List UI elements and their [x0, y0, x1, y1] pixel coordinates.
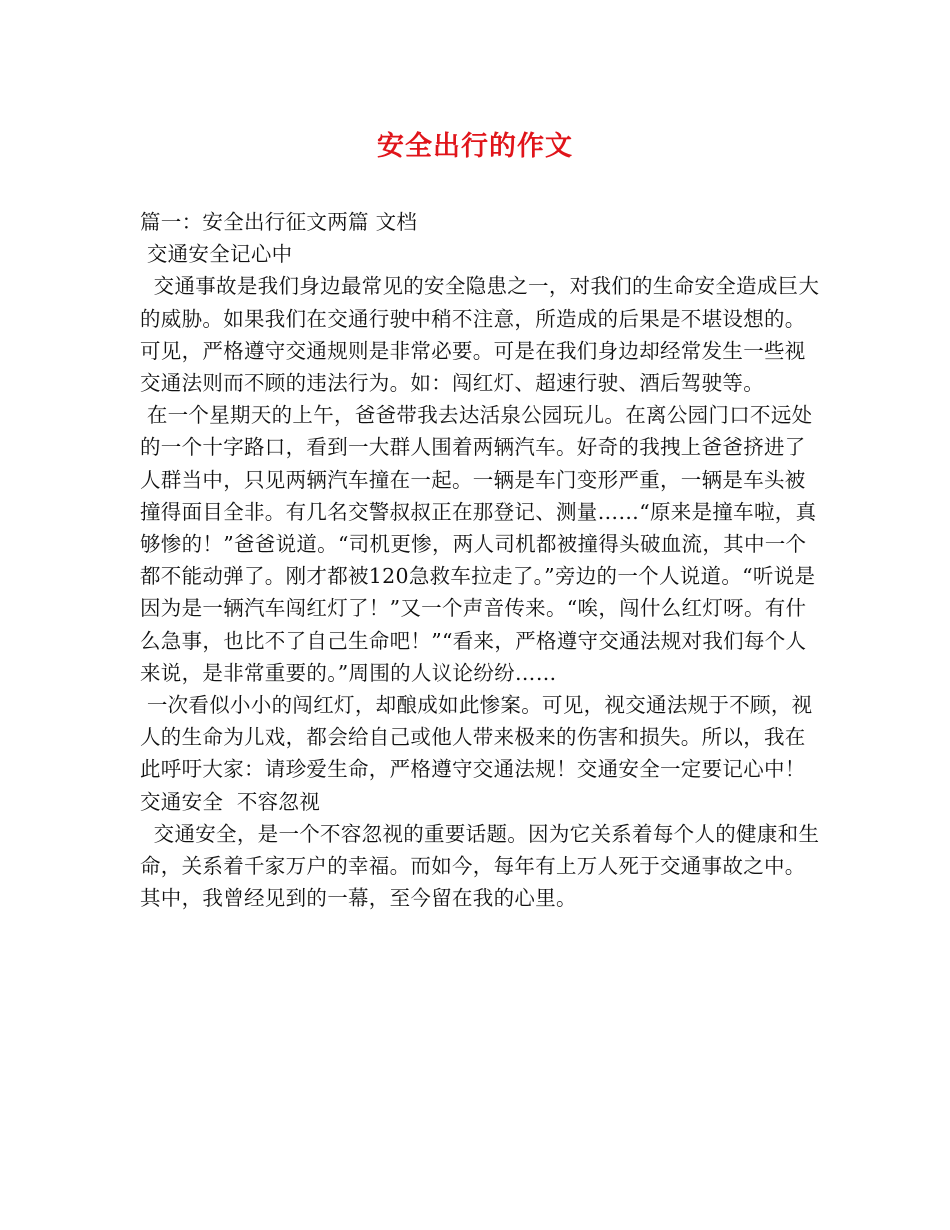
essay-title: 交通安全记心中	[140, 242, 293, 267]
document-title: 安全出行的作文	[377, 131, 573, 162]
section-heading: 篇一：安全出行征文两篇 文档	[140, 210, 418, 234]
paragraph: 交通事故是我们身边最常见的安全隐患之一，对我们的生命安全造成巨大的威胁。如果我们在交通行驶中稍不注意，所造成的后果是不堪设想的。可见，严格遵守交通规则是非常必要。可是在我们身边却经常发生一些视交通法则而不顾的违法行为。如：闯红灯、超速行驶、酒后驾驶等。	[140, 274, 820, 396]
document-body	[140, 206, 820, 914]
essay-title: 交通安全 不容忽视	[140, 789, 321, 814]
paragraph: 在一个星期天的上午，爸爸带我去达活泉公园玩儿。在离公园门口不远处的一个十字路口，看到一大群人围着两辆汽车。好奇的我拽上爸爸挤进了人群当中，只见两辆汽车撞在一起。一辆是车门变形严重，一辆是车头被撞得面目全非。有几名交警叔叔正在那登记、测量……“原来是撞车啦，真够惨的！”爸爸说道。“司机更惨，两人司机都被撞得头破血流，其中一个都不能动弹了。刚才都被120急救车拉走了。”旁边的一个人说道。“听说是因为是一辆汽车闯红灯了！”又一个声音传来。“唉，闯什么红灯呀。有什么急事，也比不了自己生命吧！”“看来，严格遵守交通法规对我们每个人来说，是非常重要的。”周围的人议论纷纷……	[140, 403, 817, 685]
paragraph: 一次看似小小的闯红灯，却酿成如此惨案。可见，视交通法规于不顾，视人的生命为儿戏，都会给自己或他人带来极来的伤害和损失。所以，我在此呼吁大家：请珍爱生命，严格遵守交通法规！交通安全一定要记心中！	[140, 693, 813, 782]
paragraph: 交通安全，是一个不容忽视的重要话题。因为它关系着每个人的健康和生命，关系着千家万户的幸福。而如今，每年有上万人死于交通事故之中。其中，我曾经见到的一幕，至今留在我的心里。	[140, 821, 820, 911]
